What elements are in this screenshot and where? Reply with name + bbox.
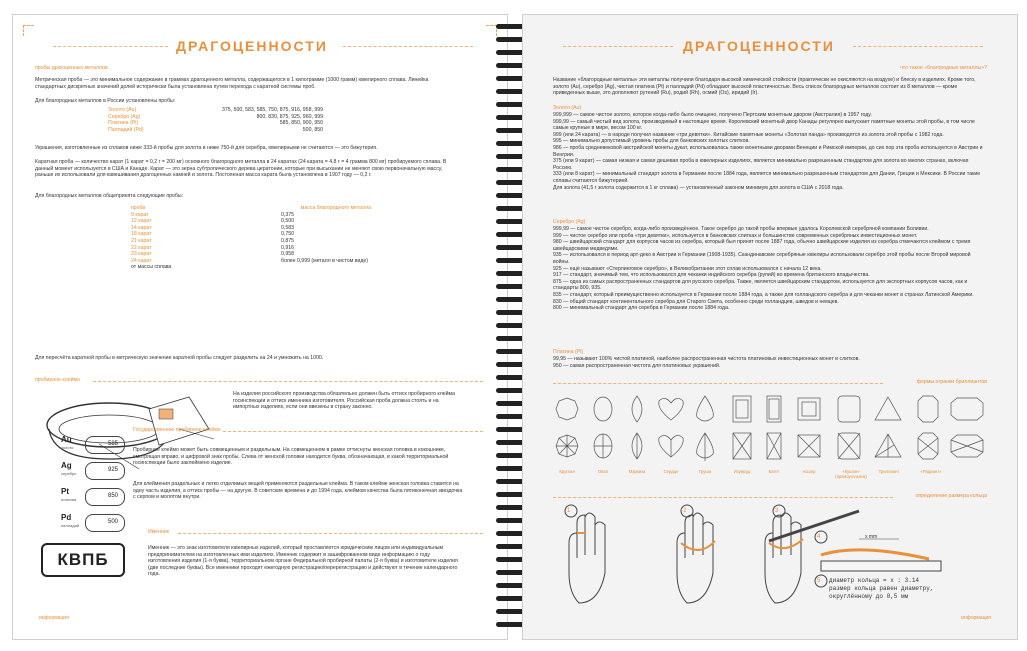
silver-heading: Серебро (Ag) [553, 219, 586, 225]
hallmark-pt [61, 487, 121, 511]
silver-line: 925 — ещё называют «Стерлинговое серебро», в Великобритании этот сплав использовался с начала 12 века. [553, 265, 822, 272]
hallmark-sub: платина [61, 497, 77, 502]
hallmark-symbol: Pt [61, 487, 69, 496]
hallmark-stamp [85, 514, 125, 532]
carat-name: 22 карат [131, 244, 152, 251]
hallmark-num: 925 [108, 467, 119, 473]
section-rule [93, 381, 483, 382]
trillion-cut-icon [875, 397, 901, 420]
metal-row [108, 114, 323, 121]
metals-table [108, 107, 323, 133]
maker-stamp: КВПБ [41, 543, 125, 577]
cut-label: Триллиант [878, 469, 900, 474]
metal-values: 585, 850, 900, 950 [279, 120, 323, 127]
silver-list [553, 226, 983, 312]
carat-value: 0,875 [281, 237, 294, 244]
metal-name: Платина (Pt) [108, 120, 139, 127]
section-rule [223, 431, 483, 432]
cut-icon [951, 398, 983, 420]
carat-row [131, 238, 371, 245]
carat-value: 0,583 [281, 224, 294, 231]
hallmark-text: На изделия российского производства обязательно должен быть оттиск пробирного клейма госинспекции и оттиск именника изготовителя. Российская проба должна стоять и на импортных изделиях, если они ввезены в страну законно. [233, 391, 456, 411]
metal-values: 800, 830, 875, 925, 960, 999 [256, 113, 323, 120]
carat-row [131, 212, 371, 219]
cut-label: Изумруд [733, 469, 751, 474]
hallmark-num: 850 [108, 493, 119, 499]
carat-row [131, 245, 371, 252]
carat-head [131, 205, 371, 212]
page-footer: информация [961, 615, 991, 621]
section-heading: что такое «благородные металлы»? [900, 65, 987, 71]
title-rule [853, 46, 983, 47]
heart-cut-icon [659, 398, 684, 420]
silver-line: 835 — стандарт, который преимущественно используется в Германии после 1884 года, а также для голландского серебра и для чеканки монет в странах Латинской Америки. [553, 291, 974, 298]
formula-2: размер кольца равен диаметру, [829, 585, 934, 592]
formula-1: диаметр кольца = x : 3.14 [829, 577, 920, 584]
hallmark-symbol: Ag [61, 461, 72, 470]
hallmark-num: 585 [108, 441, 119, 447]
oval-cut-icon [594, 397, 612, 421]
hallmark-symbol: Pd [61, 513, 72, 522]
step-label: 3 [775, 508, 779, 514]
platinum-line: 99,95 — называют 100% чистой платиной, наиболее распространенная чистота платиновых инвестиционных монет и слитков. [553, 356, 860, 362]
carat-name: 21 карат [131, 237, 152, 244]
carat-row [131, 231, 371, 238]
section-rule [553, 497, 893, 498]
ring-size-steps [559, 503, 959, 623]
carat-value: 0,500 [281, 218, 294, 225]
carat-name: 9 карат [131, 211, 149, 218]
title-rule [563, 46, 673, 47]
hallmark-sub: палладий [61, 523, 80, 528]
gold-line: 999 (или 24 карата) — в народе получил название «три девятки». Китайские памятные монеты «Золотая панда» производятся из золота этой пробы с 1982 года. [553, 131, 944, 138]
silver-line: 999 — чистое серебро или проба «три девятки», используется в банковских слитках и большинстве современных серебряных инвестиционных монет. [553, 232, 918, 239]
metal-row [108, 127, 323, 134]
platinum-line: 950 — самая распространенная чистота для платиновых украшений. [553, 362, 721, 369]
carat-row [131, 218, 371, 225]
carat-convert: Для пересчёта каратной пробы в метрическую значение каратной пробы следует разделить на 24 и умножить на 1000. [35, 355, 324, 361]
silver-line: 917 — стандарт, значимый тем, что использовался для чеканки индийского серебра (рупий) во времена британского владычества. [553, 272, 870, 279]
cut-label: Груша [698, 469, 712, 474]
corner-mark [23, 25, 34, 36]
round-cut-icon [556, 398, 578, 420]
formula-3: округлённому до 0,5 мм [829, 593, 909, 600]
metal-row [108, 107, 323, 114]
probe-russia: Для благородных металлов в России установлены пробы: [35, 98, 176, 104]
gold-line: 999,99 — самый чистый вид золота, производимый в настоящее время. Королевский монетный двор Канады регулярно выпускает памятные монеты этой пробы, в том числе самые крупные в мире, весом 100 кг. [553, 118, 975, 132]
cut-label: «Радиант» [920, 469, 942, 474]
carat-name: 24 карат [131, 257, 152, 264]
hallmark-stamp [85, 436, 125, 454]
hallmark-ag [61, 461, 121, 485]
hallmark-pd [61, 513, 121, 537]
silver-line: 800 — минимальный стандарт для серебра в Германии после 1884 года. [553, 305, 730, 312]
carat-value: 0,916 [281, 244, 294, 251]
hallmark-sub: золото [61, 445, 74, 450]
hallmark-au [61, 435, 121, 459]
step4-label: x mm [865, 534, 878, 540]
carat-value: 0,958 [281, 251, 294, 258]
section-heading: пробы драгоценных металлов [35, 65, 108, 71]
step-label: 5 [817, 578, 821, 584]
probe-intro: Метрическая проба — это минимальное содержание в граммах драгоценного металла, содержащегося в 1 килограмме (1000 грамм) ювелирного сплава. Линейка стандартных дискретных значений долей исторически была установлена путем перехода с каратной системы проб. [35, 77, 429, 90]
carat-row [131, 251, 371, 258]
silver-line: 830 — общий стандарт континентального серебра для Старого Света, особенно среди голландцев, шведов и немцев. [553, 298, 839, 305]
cut-label: Круглая [559, 469, 575, 474]
state-text-1: Пробирное клеймо может быть совмещенным и раздельным. На совмещенном в рамке оттиснуты женская головка в кокошнике, смотрящая вправо, и цифровой знак пробы. Слева от женской головки находится буква, обозначающая, в какой территориальной госинспекции было заклеймено изделие. [133, 447, 449, 467]
hallmark-stamp [85, 488, 125, 506]
hallmark-stamp [85, 462, 125, 480]
gold-line: 995 — минимально допустимый уровень пробы для банковских золотых слитков. [553, 138, 750, 145]
cut-label: Маркиза [628, 469, 646, 474]
radiant-cut-icon [918, 396, 938, 422]
title-rule [53, 46, 168, 47]
carat-table [131, 205, 371, 271]
metal-name: Золото (Au) [108, 107, 137, 113]
platinum-list [553, 356, 983, 369]
right-page [522, 14, 1018, 640]
carat-row [131, 258, 371, 271]
platinum-heading: Платина (Pt) [553, 349, 584, 355]
section-rule [178, 533, 483, 534]
asscher-cut-icon [798, 398, 820, 420]
left-page [12, 14, 508, 640]
carat-head-left: проба [131, 205, 146, 211]
metal-row [108, 120, 323, 127]
cut-label: Багет [768, 469, 780, 474]
carat-value: 0,750 [281, 231, 294, 238]
probe-note: Украшения, изготовленные из сплавов ниже 333-й пробы для золота и ниже 750-й для серебра, ювелирными не считаются — это бижутерия. [35, 145, 378, 151]
title-rule [343, 46, 473, 47]
step-label: 4 [817, 534, 821, 540]
carat-head-right: массa благородного металла [300, 205, 371, 211]
section-heading: Государственное пробирное клеймо [133, 427, 221, 433]
carat-intro: Каратная проба — количество карат (1 карат = 0,2 г = 200 мг) основного благородного металла в 24 каратах (24 карата = 4,8 г = 4 грамма 800 мг) пробируемого сплава. В данный момент используется в США и Канаде. Карат — это зерна субтропического дерева цератонии, которые при высыхании не меняют свою первоначальную массу, раньше их использовали для взвешивания драгоценных камней и золота. Постоянная масса карата была установлена в 1907 году — 0,2 г. [35, 159, 447, 179]
gold-line: Для золота (41,5 г золота содержится в 1 кг сплава) — установленный законом минимум для золота в США с 2018 года. [553, 184, 844, 191]
step-label: 1 [567, 508, 571, 514]
page-footer: информация [39, 615, 69, 621]
carat-name: 18 карат [131, 231, 152, 238]
pear-cut-icon [697, 396, 714, 421]
carat-table-intro: Для благородных металлов общепринята следующие пробы: [35, 193, 184, 199]
hallmark-sub: серебро [61, 471, 77, 476]
metal-name: Палладий (Pd) [108, 126, 144, 133]
carat-name: 12 карат [131, 218, 152, 225]
section-heading: Именник [148, 529, 170, 535]
maker-text: Именник — это знак изготовителя ювелирных изделий, который проставляется юридическим лицом или индивидуальным предпринимателем на изготовленных ими изделиях. Именник содержит в зашифрованном виде информацию о году изготовления изделия (1-я буква), территориальном органе Федеральной пробирной палаты (2-я буква) и изготовителе изделия (две последние буквы). Все именники проходят ежегодную регистрацию/перерегистрацию и действуют в течение календарного года. [148, 545, 458, 578]
hallmark-num: 500 [108, 519, 119, 525]
step-label: 2 [683, 508, 687, 514]
gold-line: 999,999 — самое чистое золото, которое когда-либо было очищено, получено Пертским монетным двором (Австралия) в 1957 году. [553, 112, 872, 118]
gold-line: 986 — проба средневековой австрийской монеты дукат, использовалась также монетными дворами Венеции и Римской империи, до сих пор эта проба используется в Австрии и Венгрии. [553, 144, 983, 158]
cushion-cut-icon [838, 396, 860, 422]
metal-values: 500, 850 [302, 126, 323, 133]
silver-line: 935 — использовался в период арт-деко в Австрии и Германии (1908-1935). Скандинавские серебряные ювелиры использовали серебро этой пробы после Второй мировой войны. [553, 252, 971, 265]
page-title: ДРАГОЦЕННОСТИ [176, 38, 328, 54]
section-heading: формы огранки бриллиантов [916, 379, 987, 385]
carat-name: 14 карат [131, 224, 152, 231]
silver-line: 999,99 — самое чистое серебро, когда-либо произведённое. Такое серебро до такой пробы впервые удалось Королевской серебряной компании Боливии. [553, 226, 929, 232]
cut-label: Овал [597, 469, 609, 474]
carat-row [131, 225, 371, 232]
gold-list [553, 112, 983, 191]
metal-name: Серебро (Ag) [108, 113, 141, 120]
cut-label: Асшер [802, 469, 816, 474]
state-text-2: Для клеймения раздельных и легко отделимых вещей применяются раздельные клейма. В таком клейме женская головка ставится на одну часть изделия, а оттиск пробы — на другую. В советские времена и до 1994 года, клеймом качества была пятиконечная звездочка с серпом и молотом внутри. [133, 481, 463, 501]
carat-value: более 0,999 (металл в чистом виде) от массы сплава [131, 257, 369, 271]
section-rule [553, 383, 883, 384]
noble-text: Название «благородные металлы» эти металлы получили благодаря высокой химической стойкости (практически не окисляются на воздухе) и блеску в изделиях. Кроме того, золото (Au), серебро (Ag), чистая платина (Pt) и палладий (Pd) обладают высокой пластичностью. Весь список благородных металлов состоит из 8 металлов — кроме приведенных выше, это дополняют рутений (Ru), родий (Rh), осмий (Os), иридий (Ir). [553, 77, 976, 97]
carat-name: 23 карат [131, 251, 152, 258]
hallmark-symbol: Au [61, 435, 72, 444]
section-heading: пробирное клеймо [35, 377, 80, 383]
marquise-cut-icon [632, 396, 642, 422]
gold-heading: Золото (Au) [553, 105, 582, 111]
gold-line: 333 (или 8 карат) — минимальный стандарт золота в Германии после 1884 года, является минимально разрешенным стандартом для Дании, Греции и Мексики. В России такие сплавы считаются бижутерией. [553, 171, 981, 184]
silver-line: 980 — швейцарский стандарт для корпусов часов из серебра, который был принят после 1887 года, обычно швейцарские изделия из серебра отмечаются клеймом с тремя швейцарскими медведями. [553, 239, 971, 252]
section-heading: определение размера кольца [915, 493, 987, 499]
carat-value: 0,375 [281, 211, 294, 218]
cut-label: «Кушон» (прямоугольник) [835, 469, 867, 479]
gold-line: 375 (или 9 карат) — самая низкая и самая дешевая проба в ювелирных изделиях, является минимально разрешенным стандартом для золота во многих странах, включая Россию. [553, 158, 969, 171]
page-title: ДРАГОЦЕННОСТИ [683, 38, 835, 54]
cut-label: Сердце [663, 469, 679, 474]
silver-line: 875 — одна из самых распространенных стандартов для русского серебра. Также, является швейцарским стандартом, используется для экспортных корпусов часов, как и стандарты 800, 935. [553, 278, 968, 292]
metal-values: 375, 500, 583, 585, 750, 875, 916, 958, 999 [222, 107, 323, 113]
